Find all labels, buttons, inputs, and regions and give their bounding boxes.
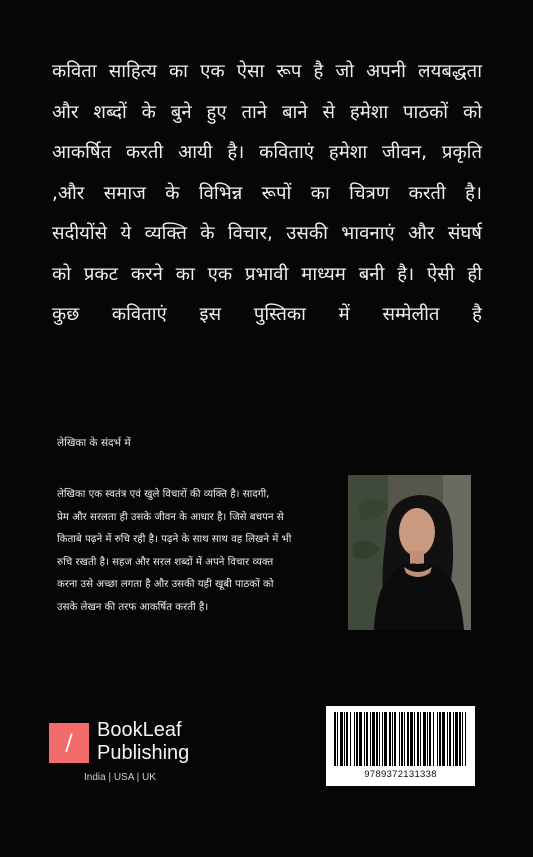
barcode-bar xyxy=(379,712,380,766)
publisher-regions: India | USA | UK xyxy=(84,772,156,783)
barcode-bar xyxy=(455,712,458,766)
barcode-bar xyxy=(401,712,403,766)
barcode-bar xyxy=(372,712,375,766)
barcode-bar xyxy=(337,712,338,766)
blurb-line: कविता साहित्य का एक ऐसा रूप है जो अपनी लयबद्धता xyxy=(52,61,482,82)
blurb-line: को प्रकट करने का एक प्रभावी माध्यम बनी है। ऐसी ही xyxy=(52,263,482,285)
barcode-bar xyxy=(442,712,445,766)
bio-line: उसके लेखन की तरफ आकर्षित करती है। xyxy=(57,601,209,613)
blurb-line: सदीयोंसे ये व्यक्ति के विचार, उसकी भावनाएं और संघर्ष xyxy=(52,223,482,244)
barcode-bar xyxy=(356,712,358,766)
publisher-name-line1: BookLeaf xyxy=(97,719,182,741)
barcode-bar xyxy=(392,712,393,766)
barcode-bar xyxy=(359,712,362,766)
barcode-bar xyxy=(399,712,400,766)
barcode-bar xyxy=(382,712,383,766)
barcode-bar xyxy=(453,712,454,766)
barcode-bar xyxy=(417,712,419,766)
barcode-bar xyxy=(364,712,365,766)
blurb-line: आकर्षित करती आयी है। कविताएं हमेशा जीवन, प्रकृति xyxy=(52,142,482,163)
barcode-bar xyxy=(423,712,426,766)
barcode-bar xyxy=(370,712,371,766)
blurb-line: ,और समाज के विभिन्न रूपों का चित्रण करती है। xyxy=(52,182,482,204)
barcode-bar xyxy=(350,712,351,766)
barcode-bar xyxy=(449,712,451,766)
barcode-bar xyxy=(389,712,391,766)
bio-line: लेखिका एक स्वतंत्र एवं खुले विचारों की व्यक्ति है। सादगी, xyxy=(57,489,270,500)
barcode-bar xyxy=(346,712,348,766)
barcode xyxy=(326,706,475,786)
author-bio xyxy=(57,484,325,619)
barcode-bar xyxy=(354,712,355,766)
blurb-line: कुछ कविताएं इस पुस्तिका में सम्मेलीत है xyxy=(52,304,482,325)
bio-line: किताबे पढ़ने में रुचि रही है। पढ़ने के साथ साथ वह लिखने में भी xyxy=(57,534,292,545)
back-cover-blurb xyxy=(52,52,482,336)
barcode-bar xyxy=(433,712,434,766)
barcode-bar xyxy=(366,712,368,766)
barcode-bar xyxy=(439,712,441,766)
publisher-name xyxy=(97,719,189,765)
barcode-bar xyxy=(334,712,336,766)
barcode-bar xyxy=(465,712,466,766)
barcode-bar xyxy=(447,712,448,766)
barcode-bar xyxy=(414,712,415,766)
barcode-bar xyxy=(394,712,396,766)
isbn-number: 9789372131338 xyxy=(364,769,437,780)
barcode-bar xyxy=(384,712,387,766)
barcode-bar xyxy=(344,712,345,766)
barcode-bar xyxy=(462,712,463,766)
publisher-logo-icon: / xyxy=(49,723,89,763)
barcode-bars-icon xyxy=(332,712,469,768)
bio-line: करना उसे अच्छा लगता है और उसकी यही खूबी पाठकों को xyxy=(57,579,274,590)
barcode-bar xyxy=(376,712,378,766)
bio-line: रुचि रखती है। सहज और सरल शब्दों में अपने विचार व्यक्त xyxy=(57,556,274,568)
barcode-bar xyxy=(410,712,413,766)
barcode-bar xyxy=(407,712,409,766)
about-author-heading: लेखिका के संदर्भ में xyxy=(57,437,131,449)
author-portrait-image xyxy=(348,475,471,630)
blurb-line: और शब्दों के बुने हुए ताने बाने से हमेशा पाठकों को xyxy=(52,101,482,123)
barcode-bar xyxy=(429,712,431,766)
barcode-bar xyxy=(340,712,343,766)
barcode-bar xyxy=(404,712,405,766)
publisher-name-line2: Publishing xyxy=(97,742,190,764)
bio-line: प्रेम और सरलता ही उसके जीवन के आधार है। जिसे बचपन से xyxy=(57,511,284,523)
author-photo xyxy=(348,475,471,630)
barcode-bar xyxy=(437,712,438,766)
barcode-bar xyxy=(427,712,428,766)
barcode-bar xyxy=(459,712,461,766)
barcode-bar xyxy=(420,712,421,766)
